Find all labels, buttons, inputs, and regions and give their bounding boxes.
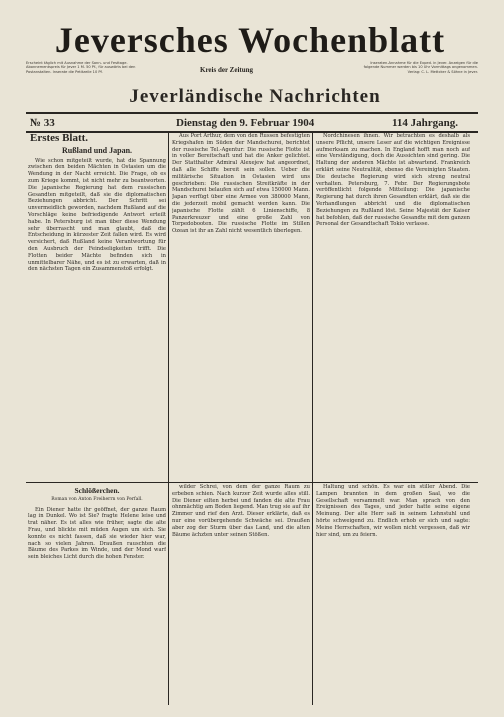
article-heading: Rußland und Japan. xyxy=(61,145,133,155)
feuilleton-title: Schlößerchen. xyxy=(74,488,120,495)
article-text-3: Nordchinesen ihnen. Wir betrachten es deshalb als unsere Pflicht, unsere Leser auf die wichtigen Ereignisse aufmerksam zu machen. In England hofft man noch auf eine Verständigung, doch die Aussichten sind gering. Die Haltung der anderen Mächte ist abwartend. Frankreich erklärt seine Neutralität, ebenso die Vereinigten Staaten. Die deutsche Regierung wird sich streng neutral verhalten. Petersburg, 7. Febr. Der Regierungsbote veröffentlicht folgende Mitteilung: Die japanische Regierung hat durch ihren Gesandten erklärt, daß sie die Verhandlungen abbricht und die diplomatischen Beziehungen zu Rußland löst. Seine Majestät der Kaiser hat befohlen, daß der russische Gesandte mit dem ganzen Personal der Gesandtschaft Tokio verlasse. xyxy=(316,133,470,228)
article-text-2: Aus Port Arthur, dem von den Russen befestigten Kriegshafen im Süden der Mandschurei, berichtet der russische Tel.-Agentur: Die russische Flotte ist in voller Bereitschaft und hat die Anker gelichtet. Der Statthalter Admiral Alexejew hat angeordnet, daß alle Schiffe bereit sein sollen. Ueber die militärische Situation in Ostasien wird uns geschrieben: Die russischen Streitkräfte in der Mandschurei belaufen sich auf etwa 150000 Mann. Japan verfügt über eine Armee von 380000 Mann, die jederzeit mobil gemacht werden kann. Die japanische Flotte zählt 6 Linienschiffe, 8 Panzerkreuzer und eine große Zahl von Torpedobooten. Die russische Flotte im Stillen Ozean ist ihr an Zahl nicht wesentlich überlegen. xyxy=(172,133,310,235)
column-3 xyxy=(316,133,470,479)
feuilleton-author: Roman von Anton Freiherrn von Perfall. xyxy=(51,496,143,502)
column-2 xyxy=(172,133,310,453)
masthead-subtitle: Jeverländische Nachrichten xyxy=(129,86,381,107)
column-1 xyxy=(28,133,166,479)
rule-top xyxy=(26,112,478,114)
issue-number: № 33 xyxy=(30,117,55,129)
feuilleton-column-2 xyxy=(172,484,310,700)
masthead-kreis: Kreis der Zeitung xyxy=(200,66,254,74)
column-divider-1 xyxy=(168,133,169,705)
column-divider-2 xyxy=(312,133,313,705)
issue-date: Dienstag den 9. Februar 1904 xyxy=(176,117,315,129)
masthead-title: Jeversches Wochenblatt xyxy=(54,20,446,60)
feuilleton-text-3: Haltung und schön. Es war ein stiller Abend. Die Lampen brannten in dem großen Saal, wo die Gesellschaft versammelt war. Man sprach von den Ereignissen des Tages, und jeder hatte seine eigene Meinung. Der alte Herr saß in seinem Lehnstuhl und hörte schweigend zu. Endlich erhob er sich und sagte: Meine Herrschaften, wir wollen nicht vergessen, daß wir hier sind, um zu feiern. xyxy=(316,484,470,538)
masthead-right-note: Inseraten-Annahme für die Exped. in Jever. Anzeigen für die folgende Nummer werden bis 10 Uhr Vormittags angenommen. Verlag: C. L. Mettcker & Söhne in Jever. xyxy=(363,61,478,74)
feuilleton-column-3 xyxy=(316,484,470,700)
article-text: Wie schon mitgeteilt wurde, hat die Spannung zwischen den beiden Mächten in Ostasien um die Wendung in der Nacht erreicht. Die Frage, ob es zum Kriege kommt, ist nicht mehr zu beantworten. Die japanische Regierung hat dem russischen Gesandten mitgeteilt, daß sie die diplomatischen Beziehungen abbricht. Der Schritt sei unvermeidlich geworden, nachdem Rußland auf die Vorschläge keine befriedigende Antwort erteilt habe. In Petersburg ist man über diese Wendung sehr überrascht und man glaubt, daß die Entscheidung in kürzester Zeit fallen wird. Es wird versichert, daß Rußland keine Verantwortung für den Ausbruch der Feindseligkeiten trifft. Die Flotten beider Mächte befinden sich in unmittelbarer Nähe, und es ist zu erwarten, daß in den nächsten Tagen ein Zusammenstoß erfolgt. xyxy=(28,157,166,273)
feuilleton-column xyxy=(28,488,166,693)
erstes-blatt-heading: Erstes Blatt. xyxy=(30,133,89,144)
masthead-left-note: Erscheint täglich mit Ausnahme der Sonn- und Festtage. Abonnementspreis für Jever 1 M. 50 Pf., für auswärts bei den Postanstalten. Inserate die Petitzeile 10 Pf. xyxy=(26,61,136,74)
feuilleton-text-2: wilder Schrei, von dem der ganze Raum zu erbeben schien. Nach kurzer Zeit wurde alles still. Die Diener eilten herbei und fanden die alte Frau ohnmächtig am Boden liegend. Man trug sie auf ihr Zimmer und rief den Arzt. Dieser erklärte, daß es nur eine vorübergehende Schwäche sei. Draußen aber zog der Sturm über das Land, und die alten Bäume ächzten unter seinen Stößen. xyxy=(172,484,310,538)
feuilleton-rule xyxy=(26,482,478,483)
feuilleton-text: Ein Diener hatte ihr geöffnet, der ganze Raum lag in Dunkel. Wo ist Sie? fragte Helene leise und trat näher. Es ist alles wie früher, sagte die alte Frau, und blickte mit müden Augen um sich. Sie konnte es nicht fassen, daß sie wieder hier war, nach so vielen Jahren. Draußen rauschten die Bäume des Parkes im Winde, und der Mond warf sein bleiches Licht durch die hohen Fenster. xyxy=(28,506,166,561)
issue-year: 114 Jahrgang. xyxy=(392,117,459,129)
